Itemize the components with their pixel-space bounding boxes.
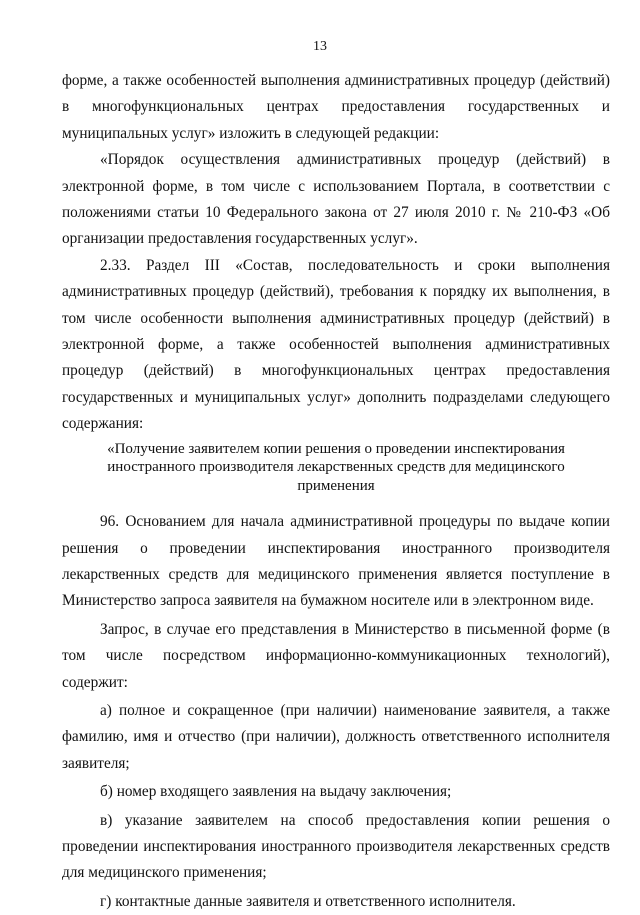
- paragraph-96: 96. Основанием для начала административной процедуры по выдаче копии решения о проведении инспектирования иностранного производителя лекарственных средств для медицинского применения является поступление в Министерство запроса заявителя на бумажном носителе или в электронном виде.: [62, 513, 610, 610]
- page-number: 13: [313, 39, 327, 54]
- list-item-c: в) указание заявителем на способ предоставления копии решения о проведении инспектирования иностранного производителя лекарственных средств для медицинского применения;: [62, 811, 610, 882]
- document-body: [62, 68, 610, 915]
- paragraph-continuation: форме, а также особенностей выполнения административных процедур (действий) в многофункциональных центрах предоставления государственных и муниципальных услуг» изложить в следующей редакции:: [62, 72, 610, 142]
- paragraph-quote-procedure: «Порядок осуществления административных процедур (действий) в электронной форме, в том числе с использованием Портала, в соответствии с положениями статьи 10 Федерального закона от 27 июля 2010 г. № 210-ФЗ «Об организации предоставления государственных услуг».: [62, 151, 610, 248]
- paragraph-2-33: 2.33. Раздел III «Состав, последовательность и сроки выполнения административных процедур (действий), требования к порядку их выполнения, в том числе особенности выполнения административных процедур (действий) в электронной форме, а также особенностей выполнения административных процедур (действий) в многофункциональных центрах предоставления государственных и муниципальных услуг» дополнить подразделами следующего содержания:: [62, 256, 610, 433]
- paragraph-request: Запрос, в случае его представления в Министерство в письменной форме (в том числе посредством информационно-коммуникационных технологий), содержит:: [62, 620, 610, 691]
- section-heading: «Получение заявителем копии решения о проведении инспектирования иностранного производителя лекарственных средств для медицинского применения: [107, 440, 565, 494]
- list-item-b: б) номер входящего заявления на выдачу заключения;: [100, 783, 452, 801]
- list-item-d: г) контактные данные заявителя и ответственного исполнителя.: [100, 892, 516, 910]
- list-item-a: а) полное и сокращенное (при наличии) наименование заявителя, а также фамилию, имя и отчество (при наличии), должность ответственного исполнителя заявителя;: [62, 702, 610, 772]
